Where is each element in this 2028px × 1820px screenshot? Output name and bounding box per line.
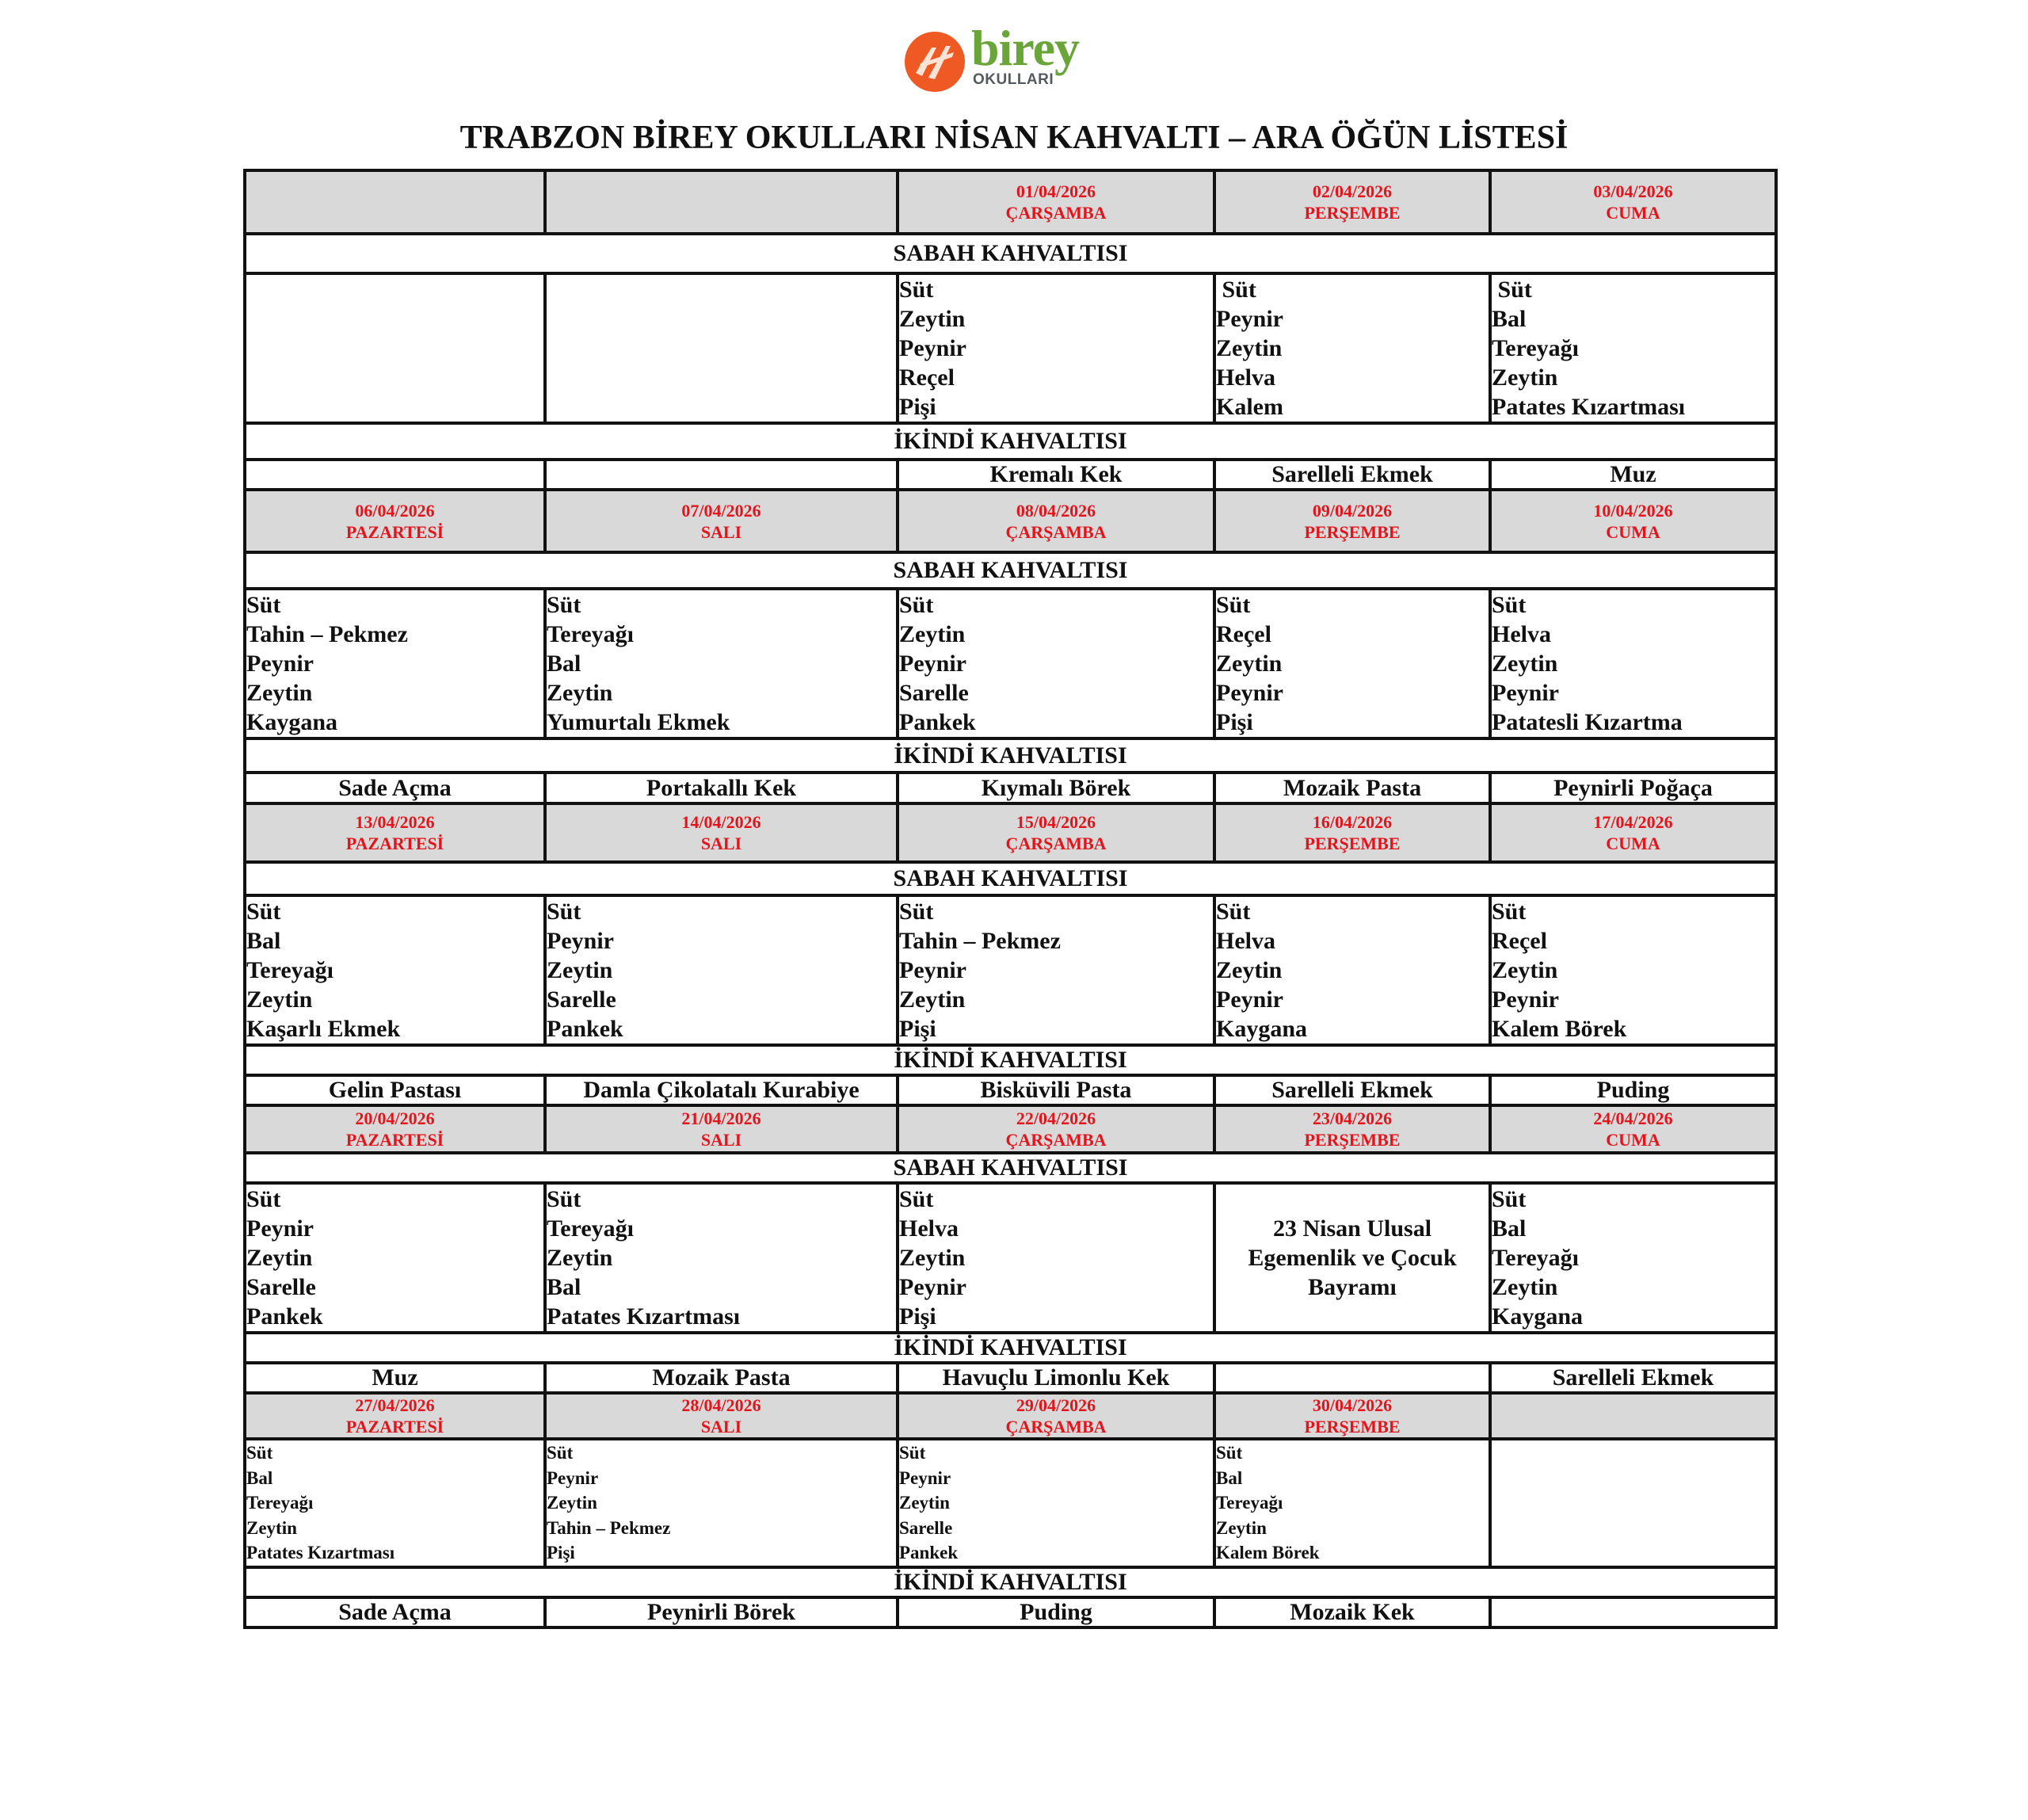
date-header-cell (245, 170, 545, 234)
afternoon-label-row (245, 738, 1776, 773)
date-header-cell (1214, 1105, 1490, 1153)
date-header-cell (1214, 170, 1490, 234)
menu-item: Kaygana (1492, 1303, 1584, 1330)
morning-menu-cell (1490, 1183, 1776, 1333)
menu-item: Zeytin (1492, 651, 1558, 677)
afternoon-snack-cell: Mozaik Pasta (545, 1363, 898, 1393)
menu-item: Peynir (1216, 306, 1283, 332)
menu-item: Peynir (1216, 986, 1283, 1013)
menu-item: Zeytin (1492, 957, 1558, 983)
afternoon-snack-cell: Damla Çikolatalı Kurabiye (545, 1075, 898, 1105)
morning-section-label: SABAH KAHVALTISI (245, 552, 1776, 589)
afternoon-snack-row (245, 460, 1776, 490)
date-header-cell (898, 170, 1214, 234)
afternoon-label-row (245, 1567, 1776, 1597)
afternoon-snack-cell: Puding (1490, 1075, 1776, 1105)
morning-menu-cell (1490, 1439, 1776, 1567)
afternoon-label-row (245, 1045, 1776, 1075)
afternoon-snack-cell: Sade Açma (245, 773, 545, 803)
date-header-cell (898, 1393, 1214, 1439)
menu-item: Peynir (246, 651, 314, 677)
afternoon-section-label: İKİNDİ KAHVALTISI (245, 1045, 1776, 1075)
weekday-text: PAZARTESİ (345, 521, 444, 542)
menu-item: Sarelle (899, 680, 969, 706)
logo-subtitle: OKULLARI (973, 71, 1054, 88)
date-text: 06/04/2026 (355, 500, 435, 521)
morning-menu-cell (545, 895, 898, 1045)
morning-menu-cell (245, 895, 545, 1045)
date-text: 23/04/2026 (1312, 1108, 1393, 1128)
menu-item: Zeytin (1216, 957, 1283, 983)
menu-item: Süt (899, 1443, 926, 1463)
weekday-text: PERŞEMBE (1304, 203, 1401, 223)
menu-item: Peynir (246, 1215, 314, 1242)
afternoon-snack-cell: Havuçlu Limonlu Kek (898, 1363, 1214, 1393)
menu-item: Helva (1492, 621, 1551, 647)
date-header-cell (245, 803, 545, 862)
menu-item: Bal (1216, 1467, 1243, 1488)
menu-item: Peynir (547, 1467, 599, 1488)
afternoon-section-label: İKİNDİ KAHVALTISI (245, 423, 1776, 460)
date-text: 10/04/2026 (1593, 500, 1673, 521)
menu-item: Pankek (246, 1303, 323, 1330)
menu-item: Süt (547, 1443, 574, 1463)
morning-menu-cell (545, 589, 898, 738)
weekday-text: ÇARŞAMBA (1005, 1130, 1107, 1150)
date-text: 07/04/2026 (681, 500, 761, 521)
morning-label-row (245, 862, 1776, 895)
weekday-text: SALI (700, 1130, 742, 1150)
menu-item: Sarelle (246, 1274, 316, 1300)
afternoon-snack-cell (1490, 1597, 1776, 1627)
menu-item: Zeytin (547, 1493, 597, 1513)
morning-menu-row (245, 1183, 1776, 1333)
date-text: 02/04/2026 (1312, 181, 1393, 201)
menu-item: Pankek (899, 1543, 959, 1562)
weekday-text: CUMA (1606, 521, 1660, 542)
menu-item: Süt (899, 277, 934, 303)
morning-label-row (245, 552, 1776, 589)
date-text: 20/04/2026 (355, 1108, 435, 1128)
menu-item: Tereyağı (246, 957, 334, 983)
menu-item: Süt (547, 1186, 581, 1212)
school-logo (903, 20, 1093, 93)
menu-item: Zeytin (246, 986, 313, 1013)
menu-item: Helva (899, 1215, 959, 1242)
afternoon-snack-cell: Peynirli Poğaça (1490, 773, 1776, 803)
menu-item: Peynir (899, 1467, 951, 1488)
menu-item: Bal (547, 1274, 581, 1300)
afternoon-snack-cell: Bisküvili Pasta (898, 1075, 1214, 1105)
morning-section-label: SABAH KAHVALTISI (245, 1153, 1776, 1183)
menu-item: Zeytin (1492, 1274, 1558, 1300)
menu-item: Pişi (899, 1016, 936, 1042)
menu-item: Patates Kızartması (1492, 394, 1686, 420)
afternoon-snack-row (245, 1597, 1776, 1627)
menu-item: Süt (1216, 899, 1251, 925)
afternoon-snack-cell: Sarelleli Ekmek (1490, 1363, 1776, 1393)
menu-item: Zeytin (899, 306, 966, 332)
menu-item: Tereyağı (1216, 1493, 1283, 1513)
holiday-text: 23 Nisan Ulusal Egemenlik ve Çocuk Bayramı (1248, 1215, 1457, 1300)
menu-item: Helva (1216, 364, 1275, 391)
date-text: 09/04/2026 (1312, 500, 1393, 521)
menu-item: Pişi (1216, 709, 1253, 735)
afternoon-snack-row (245, 1363, 1776, 1393)
afternoon-snack-cell (245, 460, 545, 490)
menu-item: Peynir (1492, 986, 1559, 1013)
weekday-text: PAZARTESİ (345, 1130, 444, 1150)
morning-menu-row (245, 589, 1776, 738)
morning-menu-row (245, 895, 1776, 1045)
menu-item: Sarelle (899, 1517, 953, 1538)
date-header-cell (1214, 1393, 1490, 1439)
date-text: 29/04/2026 (1016, 1395, 1096, 1415)
weekday-text: SALI (700, 834, 742, 853)
menu-item: Peynir (899, 1274, 966, 1300)
morning-menu-cell (898, 1183, 1214, 1333)
date-header-cell (1490, 170, 1776, 234)
date-header-cell (545, 1393, 898, 1439)
menu-item: Süt (1216, 1443, 1243, 1463)
menu-item: Süt (246, 899, 281, 925)
afternoon-snack-row (245, 773, 1776, 803)
menu-item: Peynir (899, 335, 966, 361)
morning-section-label: SABAH KAHVALTISI (245, 862, 1776, 895)
menu-item: Kalem Börek (1216, 1543, 1320, 1562)
morning-menu-cell (898, 1439, 1214, 1567)
menu-item: Patates Kızartması (547, 1303, 741, 1330)
date-header-cell (1214, 803, 1490, 862)
menu-item: Peynir (1216, 680, 1283, 706)
menu-item: Pankek (899, 709, 976, 735)
date-header-row (245, 490, 1776, 552)
menu-item: Zeytin (547, 1245, 613, 1271)
morning-menu-cell (1214, 1439, 1490, 1567)
date-header-cell (898, 1105, 1214, 1153)
morning-menu-row (245, 1439, 1776, 1567)
afternoon-section-label: İKİNDİ KAHVALTISI (245, 1333, 1776, 1363)
date-header-row (245, 803, 1776, 862)
menu-item: Zeytin (547, 957, 613, 983)
date-text: 22/04/2026 (1016, 1108, 1096, 1128)
date-header-cell (1214, 490, 1490, 552)
afternoon-snack-cell: Muz (1490, 460, 1776, 490)
logo-emblem-icon (905, 32, 965, 92)
date-text: 17/04/2026 (1593, 812, 1673, 832)
menu-item: Reçel (1492, 928, 1547, 954)
date-text: 30/04/2026 (1312, 1395, 1393, 1415)
afternoon-snack-cell: Kremalı Kek (898, 460, 1214, 490)
menu-item: Yumurtalı Ekmek (547, 709, 730, 735)
afternoon-snack-cell: Mozaik Kek (1214, 1597, 1490, 1627)
menu-item: Reçel (1216, 621, 1271, 647)
afternoon-snack-cell: Peynirli Börek (545, 1597, 898, 1627)
menu-item: Bal (1492, 306, 1527, 332)
date-header-row (245, 1105, 1776, 1153)
weekday-text: ÇARŞAMBA (1005, 1417, 1107, 1437)
afternoon-snack-cell: Sarelleli Ekmek (1214, 1075, 1490, 1105)
date-header-row (245, 170, 1776, 234)
morning-menu-cell (898, 589, 1214, 738)
morning-menu-cell (1214, 273, 1490, 423)
menu-item: Bal (547, 651, 581, 677)
date-header-cell (245, 1105, 545, 1153)
weekday-text: CUMA (1606, 203, 1660, 223)
menu-item: Tereyağı (1492, 335, 1579, 361)
menu-item: Zeytin (547, 680, 613, 706)
date-header-cell (545, 490, 898, 552)
weekday-text: ÇARŞAMBA (1005, 203, 1107, 223)
afternoon-snack-cell: Sarelleli Ekmek (1214, 460, 1490, 490)
date-text: 21/04/2026 (681, 1108, 761, 1128)
menu-item: Süt (1492, 592, 1527, 618)
morning-menu-cell (245, 589, 545, 738)
weekday-text: CUMA (1606, 1130, 1660, 1150)
afternoon-snack-cell: Gelin Pastası (245, 1075, 545, 1105)
menu-item: Zeytin (246, 680, 313, 706)
morning-menu-cell (1490, 895, 1776, 1045)
menu-item: Pankek (547, 1016, 623, 1042)
menu-item: Kalem (1216, 394, 1283, 420)
morning-menu-cell (1490, 589, 1776, 738)
menu-item: Süt (1492, 899, 1527, 925)
date-text: 14/04/2026 (681, 812, 761, 832)
weekday-text: ÇARŞAMBA (1005, 834, 1107, 853)
menu-item: Zeytin (1492, 364, 1558, 391)
menu-item: Zeytin (899, 986, 966, 1013)
afternoon-snack-cell: Sade Açma (245, 1597, 545, 1627)
afternoon-snack-cell: Kıymalı Börek (898, 773, 1214, 803)
menu-item: Kaygana (246, 709, 338, 735)
menu-item: Pişi (547, 1543, 575, 1562)
date-header-cell (1490, 803, 1776, 862)
menu-item: Zeytin (246, 1245, 313, 1271)
holiday-cell (1214, 1183, 1490, 1333)
date-text: 16/04/2026 (1312, 812, 1393, 832)
menu-item: Reçel (899, 364, 955, 391)
menu-item: Tereyağı (547, 621, 634, 647)
date-text: 28/04/2026 (681, 1395, 761, 1415)
menu-item: Tahin – Pekmez (899, 928, 1061, 954)
afternoon-snack-cell: Portakallı Kek (545, 773, 898, 803)
morning-menu-cell (1490, 273, 1776, 423)
menu-item: Tahin – Pekmez (246, 621, 408, 647)
menu-item: Süt (899, 1186, 934, 1212)
menu-item: Tereyağı (1492, 1245, 1579, 1271)
weekday-text: PERŞEMBE (1304, 521, 1401, 542)
menu-item: Süt (899, 899, 934, 925)
date-text: 27/04/2026 (355, 1395, 435, 1415)
morning-menu-cell (898, 895, 1214, 1045)
menu-item: Süt (1216, 277, 1256, 303)
menu-item: Süt (1492, 1186, 1527, 1212)
morning-menu-cell (1214, 589, 1490, 738)
date-header-cell (545, 803, 898, 862)
date-text: 08/04/2026 (1016, 500, 1096, 521)
morning-menu-cell (1214, 895, 1490, 1045)
menu-item: Sarelle (547, 986, 616, 1013)
menu-item: Bal (246, 1467, 273, 1488)
logo-brand: birey (971, 20, 1080, 76)
menu-item: Pişi (899, 394, 936, 420)
menu-item: Süt (547, 899, 581, 925)
menu-item: Süt (899, 592, 934, 618)
weekday-text: PAZARTESİ (345, 1417, 444, 1437)
date-text: 01/04/2026 (1016, 181, 1096, 201)
menu-item: Patates Kızartması (246, 1543, 395, 1562)
menu-item: Zeytin (1216, 335, 1283, 361)
menu-item: Pişi (899, 1303, 936, 1330)
afternoon-snack-cell: Mozaik Pasta (1214, 773, 1490, 803)
menu-item: Kalem Börek (1492, 1016, 1627, 1042)
menu-item: Süt (1492, 277, 1532, 303)
weekday-text: PAZARTESİ (345, 834, 444, 853)
afternoon-snack-cell (1214, 1363, 1490, 1393)
menu-item: Patatesli Kızartma (1492, 709, 1683, 735)
menu-item: Süt (246, 1186, 281, 1212)
menu-item: Helva (1216, 928, 1275, 954)
afternoon-section-label: İKİNDİ KAHVALTISI (245, 1567, 1776, 1597)
weekday-text: ÇARŞAMBA (1005, 521, 1107, 542)
weekday-text: PERŞEMBE (1304, 834, 1401, 853)
menu-item: Bal (1492, 1215, 1527, 1242)
date-header-cell (545, 1105, 898, 1153)
menu-item: Zeytin (899, 1493, 950, 1513)
weekday-text: PERŞEMBE (1304, 1417, 1401, 1437)
menu-item: Süt (1216, 592, 1251, 618)
menu-item: Peynir (899, 957, 966, 983)
afternoon-snack-cell: Puding (898, 1597, 1214, 1627)
morning-menu-row (245, 273, 1776, 423)
afternoon-snack-cell (545, 460, 898, 490)
morning-section-label: SABAH KAHVALTISI (245, 234, 1776, 273)
date-header-cell (898, 803, 1214, 862)
menu-item: Zeytin (1216, 651, 1283, 677)
morning-menu-cell (245, 1183, 545, 1333)
menu-item: Zeytin (899, 1245, 966, 1271)
menu-item: Kaşarlı Ekmek (246, 1016, 401, 1042)
date-header-cell (245, 490, 545, 552)
menu-item: Peynir (1492, 680, 1559, 706)
menu-item: Süt (246, 1443, 273, 1463)
menu-item: Kaygana (1216, 1016, 1308, 1042)
afternoon-label-row (245, 1333, 1776, 1363)
weekday-text: PERŞEMBE (1304, 1130, 1401, 1150)
morning-menu-cell (545, 1183, 898, 1333)
date-header-cell (1490, 490, 1776, 552)
date-header-row (245, 1393, 1776, 1439)
date-text: 15/04/2026 (1016, 812, 1096, 832)
menu-item: Süt (246, 592, 281, 618)
afternoon-section-label: İKİNDİ KAHVALTISI (245, 738, 1776, 773)
menu-item: Süt (547, 592, 581, 618)
afternoon-label-row (245, 423, 1776, 460)
morning-label-row (245, 1153, 1776, 1183)
morning-label-row (245, 234, 1776, 273)
date-text: 24/04/2026 (1593, 1108, 1673, 1128)
morning-menu-cell (545, 1439, 898, 1567)
morning-menu-cell (898, 273, 1214, 423)
morning-menu-cell (245, 1439, 545, 1567)
weekday-text: SALI (700, 1417, 742, 1437)
date-text: 03/04/2026 (1593, 181, 1673, 201)
afternoon-snack-row (245, 1075, 1776, 1105)
weekday-text: CUMA (1606, 834, 1660, 853)
date-header-cell (545, 170, 898, 234)
page-title: TRABZON BİREY OKULLARI NİSAN KAHVALTI – ARA ÖĞÜN LİSTESİ (459, 120, 1569, 156)
menu-item: Tereyağı (246, 1493, 314, 1513)
menu-item: Zeytin (1216, 1517, 1267, 1538)
date-text: 13/04/2026 (355, 812, 435, 832)
menu-table (243, 169, 1778, 1629)
date-header-cell (245, 1393, 545, 1439)
menu-item: Tahin – Pekmez (547, 1517, 671, 1538)
menu-item: Peynir (547, 928, 614, 954)
date-header-cell (898, 490, 1214, 552)
date-header-cell (1490, 1393, 1776, 1439)
morning-menu-cell (245, 273, 545, 423)
weekday-text: SALI (700, 521, 742, 542)
afternoon-snack-cell: Muz (245, 1363, 545, 1393)
menu-item: Zeytin (246, 1517, 297, 1538)
menu-item: Tereyağı (547, 1215, 634, 1242)
menu-item: Peynir (899, 651, 966, 677)
menu-item: Zeytin (899, 621, 966, 647)
date-header-cell (1490, 1105, 1776, 1153)
morning-menu-cell (545, 273, 898, 423)
menu-item: Bal (246, 928, 281, 954)
